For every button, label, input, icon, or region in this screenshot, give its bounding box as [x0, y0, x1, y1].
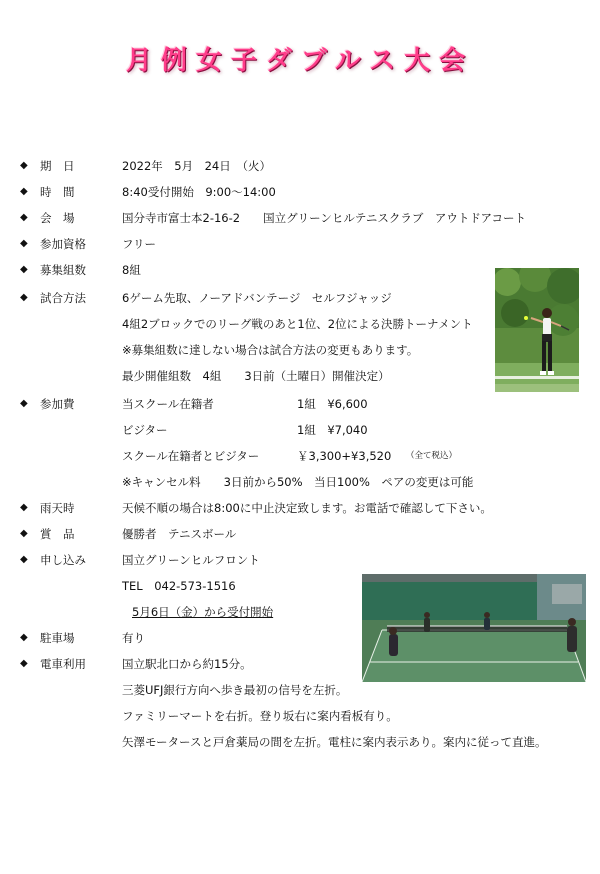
fee-name: 当スクール在籍者 — [122, 397, 214, 411]
train-line: 三菱UFJ銀行方向へ歩き最初の信号を左折。 — [122, 683, 348, 697]
label-prize: 賞 品 — [40, 527, 75, 541]
fee-price: ￥3,300+¥3,520 — [297, 449, 392, 463]
value-eligibility: フリー — [122, 237, 157, 251]
format-line: 4組2ブロックでのリーグ戦のあと1位、2位による決勝トーナメント — [122, 317, 473, 331]
train-line: ファミリーマートを右折。登り坂右に案内看板有り。 — [122, 709, 398, 723]
format-line: ※募集組数に達しない場合は試合方法の変更もあります。 — [122, 343, 419, 357]
label-teams: 募集組数 — [40, 263, 86, 277]
label-format: 試合方法 — [40, 291, 86, 305]
fee-price: 1組 ¥7,040 — [297, 423, 368, 437]
label-fee: 参加費 — [40, 397, 75, 411]
label-venue: 会 場 — [40, 211, 75, 225]
fee-name: ビジター — [122, 423, 168, 437]
diamond-bullet-icon: ◆ — [20, 238, 28, 249]
value-rain: 天候不順の場合は8:00に中止決定致します。お電話で確認して下さい。 — [122, 501, 492, 515]
train-line: 国立駅北口から約15分。 — [122, 657, 252, 671]
label-train: 電車利用 — [40, 657, 86, 671]
value-prize: 優勝者 テニスボール — [122, 527, 237, 541]
fee-price: 1組 ¥6,600 — [297, 397, 368, 411]
apply-line: 国立グリーンヒルフロント — [122, 553, 260, 567]
diamond-bullet-icon: ◆ — [20, 160, 28, 171]
diamond-bullet-icon: ◆ — [20, 502, 28, 513]
apply-phone: TEL 042-573-1516 — [122, 579, 236, 593]
value-venue: 国分寺市富士本2-16-2 国立グリーンヒルテニスクラブ アウトドアコート — [122, 211, 526, 225]
label-parking: 駐車場 — [40, 631, 75, 645]
diamond-bullet-icon: ◆ — [20, 528, 28, 539]
diamond-bullet-icon: ◆ — [20, 632, 28, 643]
diamond-bullet-icon: ◆ — [20, 212, 28, 223]
label-apply: 申し込み — [40, 553, 86, 567]
label-date: 期 日 — [40, 159, 75, 173]
format-line: 最少開催組数 4組 3日前（土曜日）開催決定） — [122, 369, 390, 383]
diamond-bullet-icon: ◆ — [20, 292, 28, 303]
apply-start: 5月6日（金）から受付開始 — [132, 605, 274, 619]
value-parking: 有り — [122, 631, 145, 645]
label-rain: 雨天時 — [40, 501, 75, 515]
value-teams: 8組 — [122, 263, 141, 277]
court-photo — [362, 574, 586, 682]
diamond-bullet-icon: ◆ — [20, 186, 28, 197]
diamond-bullet-icon: ◆ — [20, 658, 28, 669]
label-eligibility: 参加資格 — [40, 237, 86, 251]
diamond-bullet-icon: ◆ — [20, 264, 28, 275]
player-photo — [495, 268, 579, 392]
page-title: 月例女子ダブルス大会 — [125, 46, 475, 76]
cancel-policy: ※キャンセル料 3日前から50% 当日100% ペアの変更は可能 — [122, 475, 474, 489]
format-line: 6ゲーム先取、ノーアドバンテージ セルフジャッジ — [122, 291, 392, 305]
diamond-bullet-icon: ◆ — [20, 554, 28, 565]
tax-note: （全て税込） — [406, 451, 458, 461]
diamond-bullet-icon: ◆ — [20, 398, 28, 409]
value-time: 8:40受付開始 9:00～14:00 — [122, 185, 276, 199]
value-date: 2022年 5月 24日 （火） — [122, 159, 271, 173]
label-time: 時 間 — [40, 185, 75, 199]
fee-name: スクール在籍者とビジター — [122, 449, 260, 463]
train-line: 矢澤モータースと戸倉薬局の間を左折。電柱に案内表示あり。案内に従って直進。 — [122, 735, 547, 749]
